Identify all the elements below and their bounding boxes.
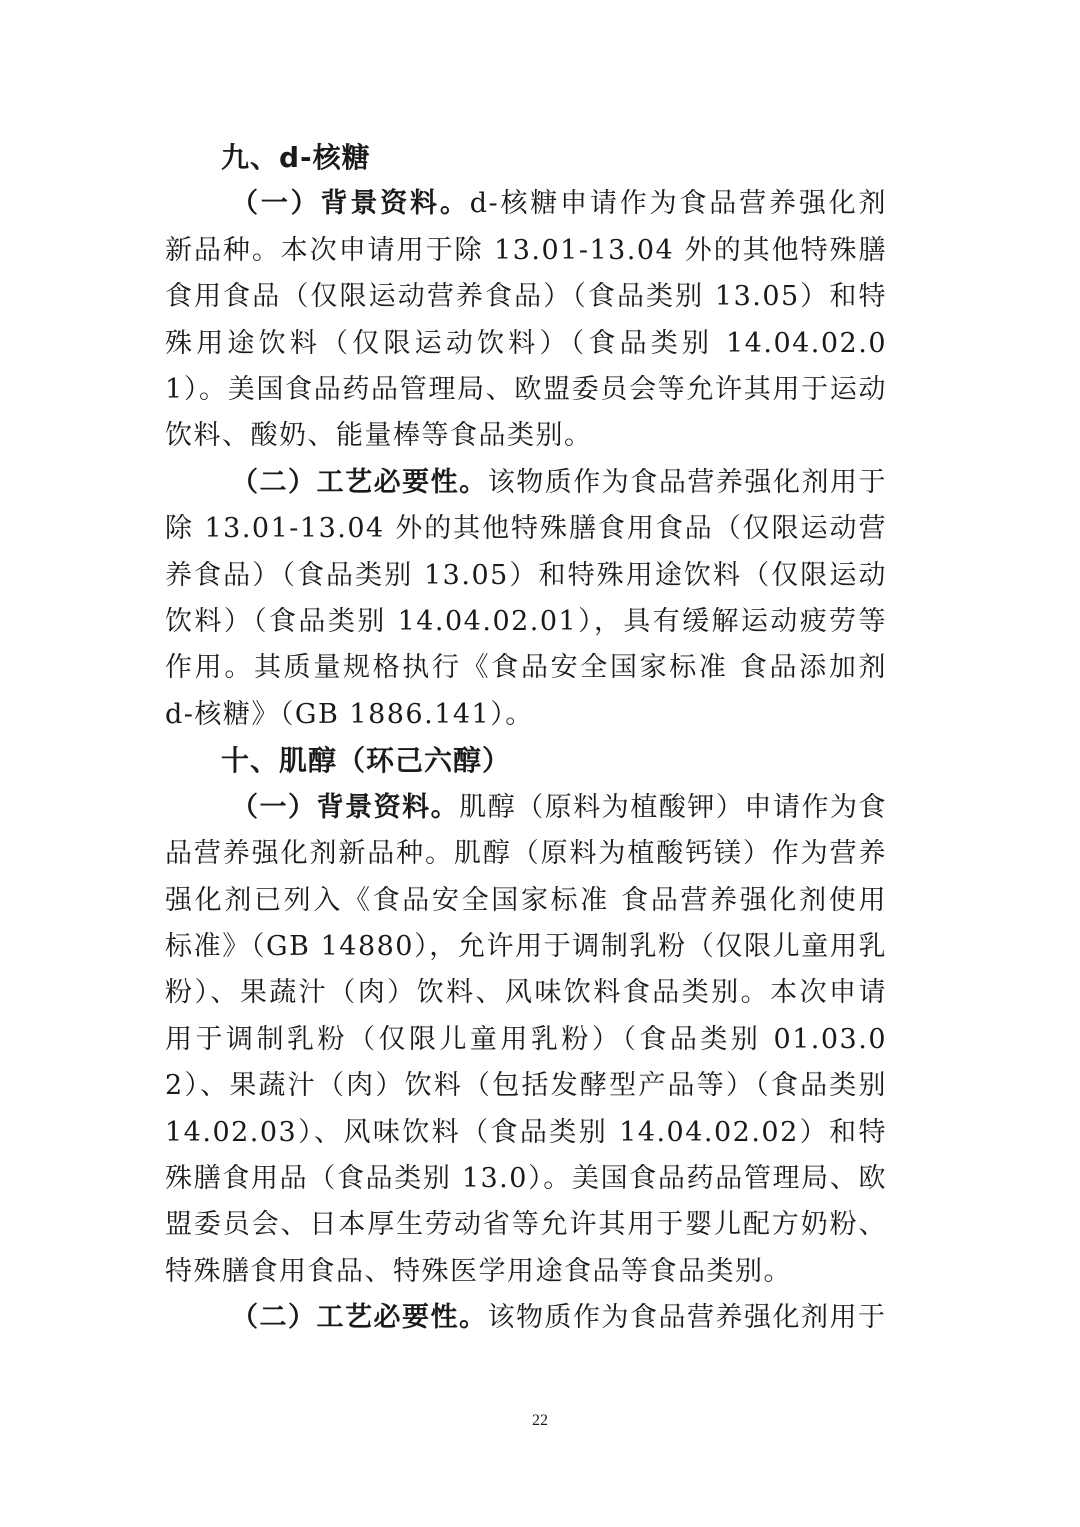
paragraph-text: 该物质作为食品营养强化剂用于除 13.01-13.04 外的其他特殊膳食用食品（仅限运动营养食品）（食品类别 13.05）和特殊用途饮料（仅限运动饮料）（食品类别 14.04.02.01），具有缓解运动疲劳等作用。其质量规格执行《食品安全国家标准 食品添加剂 d-核糖》（GB 1886.141）。	[165, 466, 888, 730]
background-paragraph	[165, 181, 887, 459]
paragraph-lead: （一）背景资料。	[231, 188, 470, 220]
background-paragraph	[165, 785, 887, 1295]
necessity-paragraph	[165, 460, 887, 738]
section-heading: 十、肌醇（环己六醇）	[221, 744, 512, 778]
paragraph-lead: （一）背景资料。	[231, 791, 460, 823]
necessity-paragraph	[165, 1295, 887, 1341]
paragraph-text: 该物质作为食品营养强化剂用于	[487, 1302, 887, 1334]
paragraph-text: d-核糖申请作为食品营养强化剂新品种。本次申请用于除 13.01-13.04 外的其他特殊膳食用食品（仅限运动营养食品）（食品类别 13.05）和特殊用途饮料（仅限运动饮料）（食品类别 14.04.02.01）。美国食品药品管理局、欧盟委员会等允许其用于运动饮料、酸奶、能量棒等食品类别。	[165, 188, 888, 452]
page-number: 22	[532, 1412, 548, 1429]
section-d-ribose	[165, 135, 887, 738]
section-heading: 九、d-核糖	[221, 141, 371, 174]
paragraph-text: 肌醇（原料为植酸钾）申请作为食品营养强化剂新品种。肌醇（原料为植酸钙镁）作为营养强化剂已列入《食品安全国家标准 食品营养强化剂使用标准》（GB 14880），允许用于调制乳粉（仅限儿童用乳粉）、果蔬汁（肉）饮料、风味饮料食品类别。本次申请用于调制乳粉（仅限儿童用乳粉）（食品类别 01.03.02）、果蔬汁（肉）饮料（包括发酵型产品等）（食品类别 14.02.03）、风味饮料（食品类别 14.04.02.02）和特殊膳食用品（食品类别 13.0）。美国食品药品管理局、欧盟委员会、日本厚生劳动省等允许其用于婴儿配方奶粉、特殊膳食用食品、特殊医学用途食品等食品类别。	[165, 791, 888, 1287]
document-body	[165, 135, 887, 1342]
paragraph-lead: （二）工艺必要性。	[231, 466, 488, 498]
paragraph-lead: （二）工艺必要性。	[231, 1302, 488, 1334]
section-inositol	[165, 738, 887, 1341]
